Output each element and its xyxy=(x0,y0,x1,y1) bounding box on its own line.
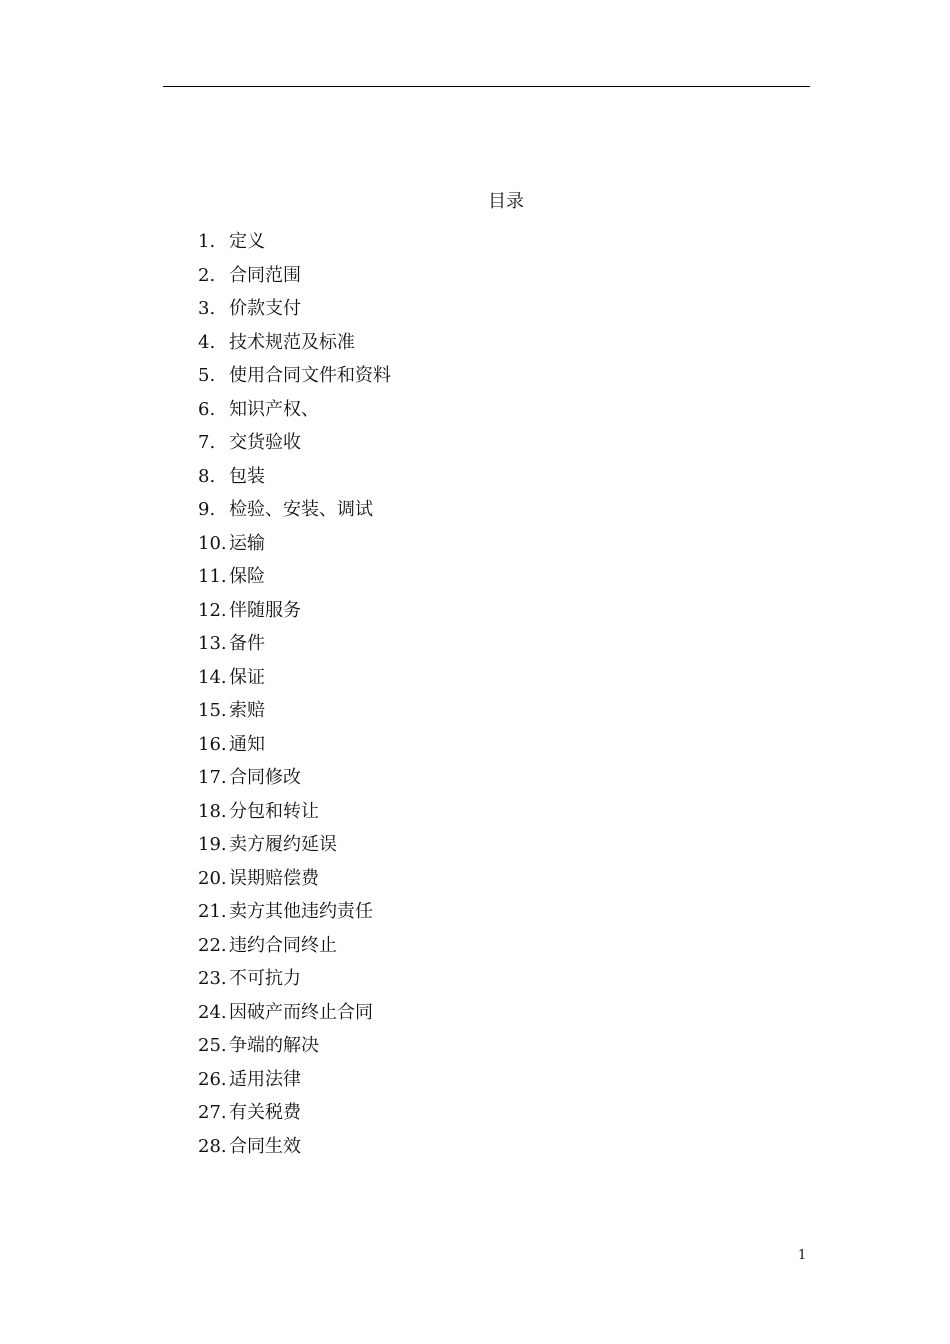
toc-item-number: 4. xyxy=(198,331,216,353)
toc-item-text: 保证 xyxy=(229,666,265,688)
toc-item-text: 运输 xyxy=(229,532,265,554)
toc-item-number: 6. xyxy=(198,398,216,420)
toc-item-text: 交货验收 xyxy=(229,432,301,453)
toc-item-text: 适用法律 xyxy=(229,1068,301,1090)
toc-item-number: 14. xyxy=(198,666,227,688)
toc-item[interactable] xyxy=(198,698,391,732)
toc-item[interactable] xyxy=(198,1000,391,1034)
toc-item-text: 卖方履约延误 xyxy=(229,834,337,855)
page-number: 1 xyxy=(798,1248,807,1263)
toc-item-number: 5. xyxy=(198,365,216,386)
toc-item[interactable] xyxy=(198,430,391,464)
toc-item[interactable] xyxy=(198,665,391,699)
toc-item-number: 23. xyxy=(198,968,227,989)
toc-item-number: 1. xyxy=(198,231,216,252)
toc-item[interactable] xyxy=(198,531,391,565)
toc-item-text: 技术规范及标准 xyxy=(229,331,355,353)
toc-item[interactable] xyxy=(198,497,391,531)
toc-item-number: 27. xyxy=(198,1102,227,1123)
toc-item-text: 分包和转让 xyxy=(229,800,319,822)
toc-item-text: 争端的解决 xyxy=(229,1035,319,1056)
toc-item[interactable] xyxy=(198,1100,391,1134)
toc-item-text: 有关税费 xyxy=(229,1102,301,1123)
toc-item-number: 24. xyxy=(198,1001,227,1023)
toc-item[interactable] xyxy=(198,765,391,799)
toc-item-text: 误期赔偿费 xyxy=(229,867,319,889)
page-title: 目录 xyxy=(488,191,524,212)
toc-item-number: 21. xyxy=(198,901,227,922)
toc-item-number: 9. xyxy=(198,499,216,520)
toc-item[interactable] xyxy=(198,799,391,833)
toc-item-number: 3. xyxy=(198,298,216,319)
toc-item[interactable] xyxy=(198,631,391,665)
toc-item[interactable] xyxy=(198,330,391,364)
toc-item-text: 备件 xyxy=(229,633,265,654)
toc-item-number: 7. xyxy=(198,432,216,453)
toc-item[interactable] xyxy=(198,732,391,766)
toc-item-text: 合同生效 xyxy=(229,1135,301,1157)
toc-item[interactable] xyxy=(198,1033,391,1067)
toc-item-number: 18. xyxy=(198,800,227,822)
toc-item-number: 26. xyxy=(198,1068,227,1090)
toc-item-text: 索赔 xyxy=(229,700,265,721)
toc-item[interactable] xyxy=(198,1067,391,1101)
toc-item-text: 合同修改 xyxy=(229,767,301,788)
toc-item-number: 17. xyxy=(198,767,227,788)
toc-item[interactable] xyxy=(198,966,391,1000)
toc-item-text: 合同范围 xyxy=(229,264,301,286)
toc-item-text: 定义 xyxy=(229,231,265,252)
toc-item-text: 通知 xyxy=(229,733,265,755)
toc-item-number: 10. xyxy=(198,532,227,554)
toc-item[interactable] xyxy=(198,296,391,330)
toc-item-text: 违约合同终止 xyxy=(229,934,337,956)
toc-item-number: 12. xyxy=(198,599,227,621)
toc-item[interactable] xyxy=(198,363,391,397)
toc-item-number: 28. xyxy=(198,1135,227,1157)
table-of-contents xyxy=(198,229,391,1167)
toc-item-number: 2. xyxy=(198,264,216,286)
toc-item-text: 不可抗力 xyxy=(229,968,301,989)
toc-item-text: 检验、安装、调试 xyxy=(229,499,373,520)
toc-item[interactable] xyxy=(198,933,391,967)
toc-item[interactable] xyxy=(198,397,391,431)
toc-item-number: 16. xyxy=(198,733,227,755)
toc-item-number: 8. xyxy=(198,465,216,487)
toc-item-number: 13. xyxy=(198,633,227,654)
toc-item-number: 20. xyxy=(198,867,227,889)
toc-item[interactable] xyxy=(198,866,391,900)
toc-item-number: 25. xyxy=(198,1035,227,1056)
header-rule xyxy=(163,86,810,87)
toc-item[interactable] xyxy=(198,1134,391,1168)
toc-item[interactable] xyxy=(198,263,391,297)
toc-item-text: 伴随服务 xyxy=(229,599,301,621)
toc-item[interactable] xyxy=(198,564,391,598)
toc-item-text: 卖方其他违约责任 xyxy=(229,901,373,922)
toc-item[interactable] xyxy=(198,598,391,632)
toc-item-number: 11. xyxy=(198,566,227,587)
toc-item[interactable] xyxy=(198,899,391,933)
toc-item-text: 使用合同文件和资料 xyxy=(229,365,391,386)
toc-item[interactable] xyxy=(198,832,391,866)
toc-item-number: 22. xyxy=(198,934,227,956)
toc-item-text: 包装 xyxy=(229,465,265,487)
toc-item[interactable] xyxy=(198,229,391,263)
toc-item-text: 因破产而终止合同 xyxy=(229,1001,373,1023)
toc-item-number: 19. xyxy=(198,834,227,855)
toc-item-text: 保险 xyxy=(229,566,265,587)
toc-item-text: 知识产权、 xyxy=(229,398,319,420)
toc-item-text: 价款支付 xyxy=(229,298,301,319)
toc-item-number: 15. xyxy=(198,700,227,721)
toc-item[interactable] xyxy=(198,464,391,498)
